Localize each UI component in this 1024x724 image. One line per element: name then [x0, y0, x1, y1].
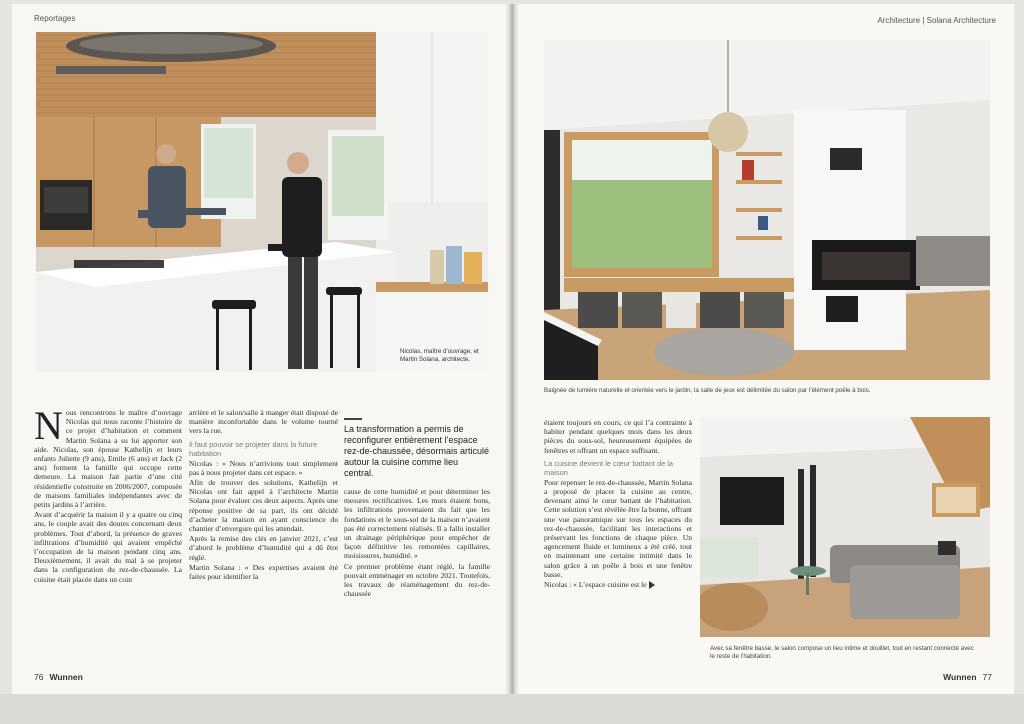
kitchen-photo-caption: Nicolas, maître d’ouvrage, et Martin Solana, architecte.: [400, 348, 479, 363]
section-header-right: Architecture | Solana Architecture: [877, 16, 996, 25]
subheading-kitchen-heart: La cuisine devient le cœur battant de la maison: [544, 458, 674, 477]
col3-paragraph-2: Ce premier problème étant réglé, la famille pouvait emménager en octobre 2021. Toutefois, les travaux de réaménagement du rez-de-chaussée: [344, 561, 490, 599]
drop-cap: N: [34, 403, 63, 448]
page-gutter: [505, 4, 519, 694]
article-column-1: [34, 403, 182, 585]
right-page: [514, 4, 1014, 694]
living-room-illustration: [700, 417, 990, 637]
living-room-photo: [700, 417, 990, 637]
playroom-photo: [544, 40, 990, 380]
col4-intro: étaient toujours en cours, ce qui l’a contrainte à habiter pendant quelques mois dans les deux pièces du sous-sol, heureusement équipées de fenêtres et offrant un espace suffisant.: [544, 418, 692, 455]
article-column-3: [344, 418, 490, 599]
article-column-2: [189, 408, 338, 582]
continue-arrow-icon: [649, 581, 655, 589]
pullquote: La transformation a permis de reconfigurer entièrement l’espace rez-de-chaussée, désormais articulé autour la cuisine comme lieu central.: [344, 424, 490, 478]
pullquote-rule: [344, 418, 362, 420]
magazine-name-left: Wunnen: [49, 672, 83, 682]
col1-paragraph-2: Avant d’acquérir la maison il y a quatre ou cinq ans, le couple avait des doutes concernant deux problèmes. Tout d’abord, la présence de graves infiltrations d’humidité qui avaient empêché l’occupation de la maison pendant cinq ans. Deuxièmement, il avait du mal à se projeter dans la configuration du rez-de-chaussée. La cuisine était placée dans un coin: [34, 510, 182, 584]
left-footer: [34, 672, 83, 682]
page-number-left: 76: [34, 672, 44, 682]
playroom-photo-caption: Baignée de lumière naturelle et orientée vers le jardin, la salle de jeux est délimitée du salon par l’élément poêle à bois.: [544, 387, 871, 394]
col4-last-line: Nicolas : « L’espace cuisine est le: [544, 580, 692, 589]
col2-paragraph-4: Martin Solana : « Des expertises avaient été faites pour identifier la: [189, 562, 338, 582]
playroom-illustration: [544, 40, 990, 380]
article-column-4: [544, 418, 692, 590]
magazine-name-right: Wunnen: [943, 672, 977, 682]
kitchen-photo: [36, 32, 488, 372]
subheading-projection: Il faut pouvoir se projeter dans la future habitation: [189, 439, 318, 458]
section-header: Reportages: [34, 14, 76, 23]
col2-paragraph-2: Afin de trouver des solutions, Kathelijn et Nicolas ont fait appel à l’architecte Martin Solana pour évaluer ces deux aspects. Après une réponse positive de sa part, ils ont décidé d’acheter la maison en ayant conscience du chantier d’envergure qui les attendait.: [189, 478, 338, 534]
col3-paragraph-1: cause de cette humidité et pour déterminer les mesures rectificatives. Les murs étaient bons, les infiltrations provenaient du fait que les fondations et le sous-sol de la maison n’avaient pas été correctement réalisés. Il a fallu installer un drainage périphérique pour empêcher de façon définitive les remontées capillaires, moisissures, humidité. »: [344, 487, 490, 561]
col2-intro: arrière et le salon/salle à manger était disposé de manière inconfortable dans le volume tourné vers la rue.: [189, 408, 338, 436]
living-room-photo-caption: Avec sa fenêtre basse, le salon compose un lieu intime et douillet, tout en restant connecté avec le reste de l’habitation.: [710, 645, 974, 660]
page-number-right: 77: [982, 672, 992, 682]
scan-background: [0, 694, 1024, 724]
col1-paragraph-1: ous rencontrons le maître d’ouvrage Nicolas qui nous raconte l’histoire de ce projet d’habitation et comment Martin Solana a su lui apporter son aide. Nicolas, son épouse Kathelijn et leurs enfants Juliette (9 ans), Emile (6 ans) et Jack (2 ans) forment la famille qui occupe cette demeure. La maison fait partie d’une cité résidentielle construite en 2006/2007, composée de maisons familiales indépendantes avec de petits jardins à l’arrière.: [34, 408, 182, 510]
kitchen-illustration: [36, 32, 488, 372]
col4-paragraph-1: Pour repenser le rez-de-chaussée, Martin Solana a proposé de placer la cuisine au centre, devenant ainsi le cœur battant de l’habitation. Cette solution s’est révélée être la bonne, offrant une vue panoramique sur tous les espaces du rez-de-chaussée, facilitant les interactions et préservant les fonctions de chaque pièce. Un agencement fluide et lumineux a été créé, tout en maintenant une certaine intimité dans le salon grâce à un poêle à bois et une fenêtre basse.: [544, 477, 692, 579]
col2-paragraph-1: Nicolas : « Nous n’arrivions tout simplement pas à nous projeter dans cet espace. »: [189, 458, 338, 477]
left-page: [12, 4, 510, 694]
col2-paragraph-3: Après la remise des clés en janvier 2021, c’est d’abord le problème d’humidité qui a dû être réglé.: [189, 534, 338, 562]
right-footer: [943, 672, 992, 682]
